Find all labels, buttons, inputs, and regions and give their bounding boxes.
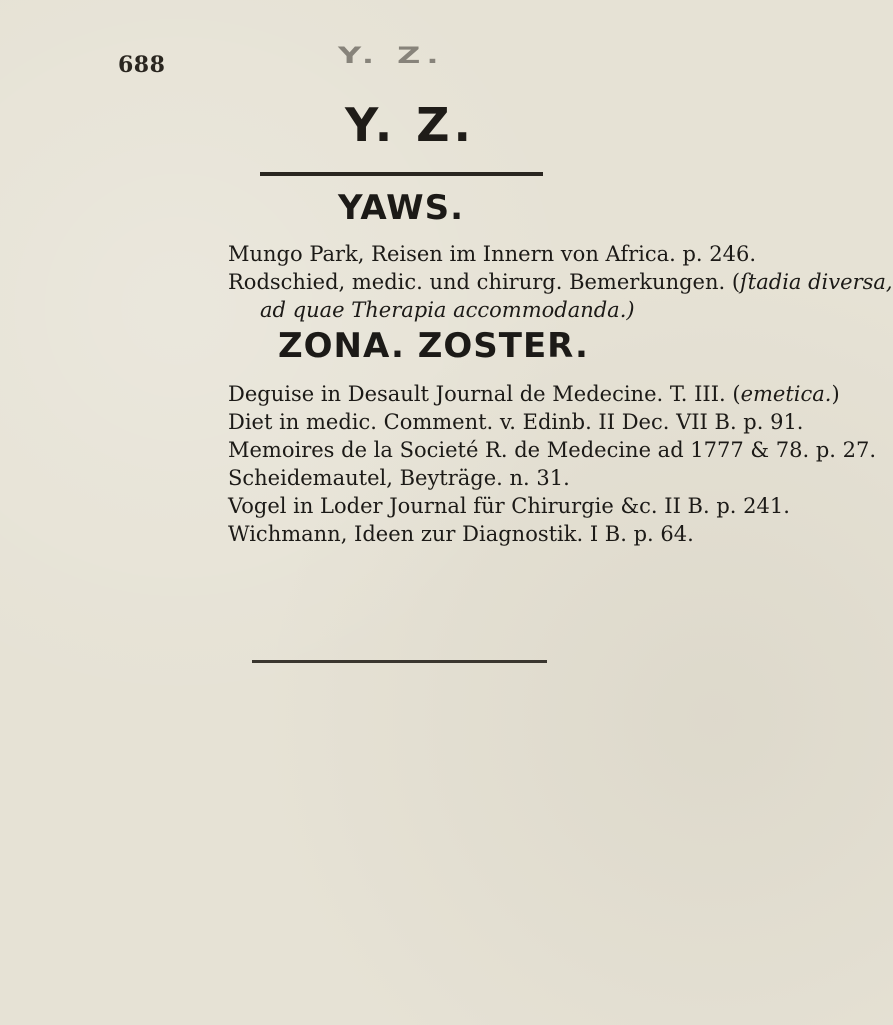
running-head-bleedthrough: Y. Z.	[338, 42, 445, 69]
entry-zona-1	[228, 380, 840, 408]
section-heading-zona-zoster: ZONA. ZOSTER.	[278, 326, 589, 366]
entry-text: Wichmann, Ideen zur Diagnostik. I B. p. 64.	[228, 522, 694, 546]
entry-tail: )	[831, 382, 840, 406]
entry-text: Diet in medic. Comment. v. Edinb. II Dec. VII B. p. 91.	[228, 410, 804, 434]
entry-text: Vogel in Loder Journal für Chirurgie &c. II B. p. 241.	[228, 494, 790, 518]
top-rule-divider	[260, 172, 543, 176]
entry-italic: emetica.	[740, 382, 832, 406]
entry-zona-6	[228, 520, 694, 548]
entry-yaws-1	[228, 240, 756, 268]
entry-text: Deguise in Desault Journal de Medecine. T. III. (	[228, 382, 741, 406]
entry-text: Mungo Park, Reisen im Innern von Africa. p. 246.	[228, 242, 757, 266]
entry-zona-5	[228, 492, 790, 520]
entry-italic: ſtadia diversa,	[740, 270, 893, 294]
entry-italic: ad quae Therapia accommodanda.)	[260, 298, 635, 322]
entry-text: Rodschied, medic. und chirurg. Bemerkungen. (	[228, 270, 741, 294]
section-letters: Y. Z.	[345, 98, 476, 152]
entry-yaws-3	[260, 296, 635, 324]
page-number: 688	[118, 52, 166, 78]
entry-text: Scheidemautel, Beyträge. n. 31.	[228, 466, 570, 490]
entry-yaws-2	[228, 268, 893, 296]
entry-zona-3	[228, 436, 876, 464]
section-heading-yaws: YAWS.	[338, 188, 465, 228]
entry-zona-2	[228, 408, 803, 436]
entry-text: Memoires de la Societé R. de Medecine ad 1777 & 78. p. 27.	[228, 438, 877, 462]
bottom-rule-divider	[252, 660, 547, 663]
entry-zona-4	[228, 464, 570, 492]
